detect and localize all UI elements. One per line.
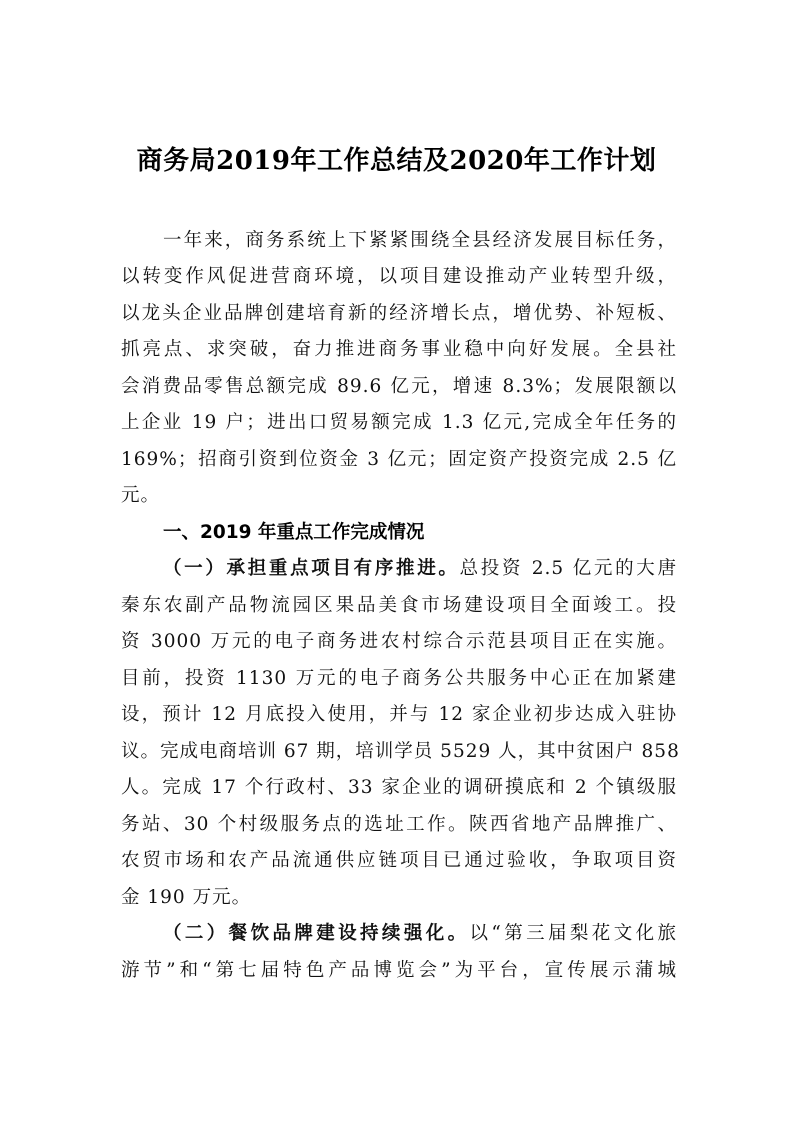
subsection-lead: （一）承担重点项目有序推进。: [163, 558, 460, 579]
paragraph-line: 设，预计 12 月底投入使用，并与 12 家企业初步达成入驻协: [121, 704, 677, 725]
paragraph-line: 以转变作风促进营商环境，以项目建设推动产业转型升级，: [121, 266, 677, 287]
paragraph-line: 会消费品零售总额完成 89.6 亿元，增速 8.3%；发展限额以: [121, 376, 677, 397]
subsection-text: 总投资 2.5 亿元的大唐: [459, 558, 677, 579]
document-title: 商务局2019年工作总结及2020年工作计划: [136, 146, 657, 176]
paragraph-line: 上企业 19 户；进出口贸易额完成 1.3 亿元,完成全年任务的: [121, 412, 677, 433]
paragraph-line: 一年来，商务系统上下紧紧围绕全县经济发展目标任务，: [163, 230, 677, 251]
paragraph-line: 169%；招商引资到位资金 3 亿元；固定资产投资完成 2.5 亿: [121, 449, 677, 470]
subsection-lead: （二）餐饮品牌建设持续强化。: [163, 923, 470, 944]
paragraph-line: 元。: [121, 485, 161, 506]
paragraph-line: 农贸市场和农产品流通供应链项目已通过验收，争取项目资: [121, 850, 677, 871]
subsection-text: 以“第三届梨花文化旅: [469, 923, 677, 944]
subsection-first-line: [163, 554, 677, 580]
paragraph-line: 目前，投资 1130 万元的电子商务公共服务中心正在加紧建: [121, 668, 677, 689]
paragraph-line: 务站、30 个村级服务点的选址工作。陕西省地产品牌推广、: [121, 814, 677, 835]
subsection-first-line: [163, 919, 677, 945]
paragraph-line: 资 3000 万元的电子商务进农村综合示范县项目正在实施。: [121, 631, 677, 652]
paragraph-line: 金 190 万元。: [121, 887, 252, 908]
paragraph-line: 抓亮点、求突破，奋力推进商务事业稳中向好发展。全县社: [121, 339, 677, 360]
paragraph-line: 秦东农副产品物流园区果品美食市场建设项目全面竣工。投: [121, 595, 677, 616]
paragraph-line: 以龙头企业品牌创建培育新的经济增长点，增优势、补短板、: [121, 303, 677, 324]
paragraph-line: 人。完成 17 个行政村、33 家企业的调研摸底和 2 个镇级服: [121, 777, 677, 798]
section-heading: 一、2019 年重点工作完成情况: [163, 522, 425, 543]
paragraph-line: 议。完成电商培训 67 期，培训学员 5529 人，其中贫困户 858: [121, 741, 680, 762]
paragraph-line: 游节”和“第七届特色产品博览会”为平台，宣传展示蒲城: [121, 960, 677, 981]
